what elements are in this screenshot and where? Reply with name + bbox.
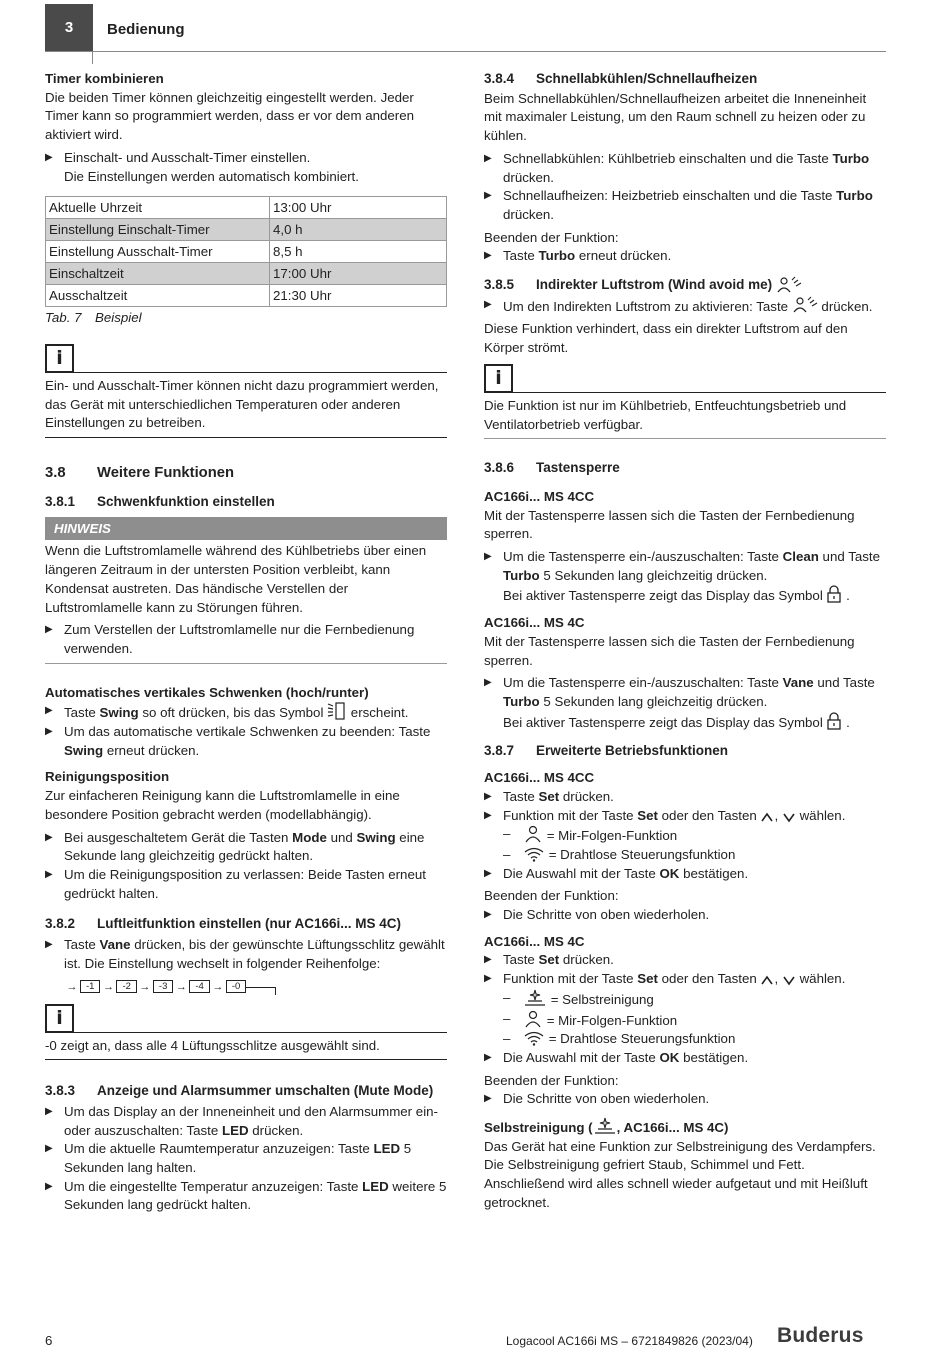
table-cell: Einstellung Ausschalt-Timer xyxy=(46,241,270,263)
turbo-intro: Beim Schnellabkühlen/Schnellaufheizen arbeitet die Inneneinheit mit maximaler Leistung, um den Raum schnell zu heizen oder zu kühlen. xyxy=(484,90,867,144)
arrow-right-icon: → xyxy=(66,980,78,993)
table-cell: 8,5 h xyxy=(270,241,447,263)
list-item: ▶ Funktion mit der Taste Set oder den Tasten , wählen. xyxy=(484,970,886,989)
text: Um die Tastensperre ein-/auszuschalten: Taste xyxy=(503,549,783,565)
section-heading xyxy=(484,276,886,295)
table-cell: 13:00 Uhr xyxy=(270,197,447,219)
model-heading: AC166i... MS 4C xyxy=(484,933,585,949)
key-label: Clean xyxy=(782,549,819,565)
timer-heading: Timer kombinieren xyxy=(45,71,164,86)
wind-avoid-icon xyxy=(776,276,802,294)
section-title: Erweiterte Betriebsfunktionen xyxy=(536,743,729,759)
text: Die Auswahl mit der Taste xyxy=(503,865,660,881)
model-heading: AC166i... MS 4CC xyxy=(484,770,595,786)
table-cell: 17:00 Uhr xyxy=(270,263,447,285)
triangle-right-icon: ▶ xyxy=(45,1143,53,1155)
triangle-right-icon: ▶ xyxy=(45,1105,53,1117)
text: Taste xyxy=(64,937,100,953)
triangle-right-icon: ▶ xyxy=(484,152,492,164)
triangle-right-icon: ▶ xyxy=(45,939,53,951)
section-number: 3.8.6 xyxy=(484,460,515,476)
lock-icon xyxy=(826,585,842,603)
self-clean-icon xyxy=(523,989,547,1007)
wifi-icon xyxy=(523,1030,545,1046)
section-heading xyxy=(484,742,886,761)
text: drücken. xyxy=(559,788,614,804)
text: 5 Sekunden lang gleichzeitig drücken. xyxy=(539,693,768,709)
list-item: ▶ Funktion mit der Taste Set oder den Tasten , wählen. xyxy=(484,807,886,826)
triangle-right-icon: ▶ xyxy=(45,705,53,717)
key-label: Swing xyxy=(99,705,139,721)
table-row xyxy=(46,241,447,263)
key-label: LED xyxy=(362,1178,389,1194)
arrow-right-icon: → xyxy=(212,980,224,993)
lock-intro: Mit der Tastensperre lassen sich die Tasten der Fernbedienung sperren. xyxy=(484,633,855,668)
text: Schnellabkühlen: Kühlbetrieb einschalten und die Taste xyxy=(503,150,833,166)
table-cell: 21:30 Uhr xyxy=(270,285,447,307)
list-item xyxy=(45,621,447,658)
list-item: – = Drahtlose Steuerungsfunktion xyxy=(503,846,736,862)
triangle-right-icon: ▶ xyxy=(484,1051,492,1063)
text: bestätigen. xyxy=(679,865,749,881)
model-heading: AC166i... MS 4C xyxy=(484,615,585,631)
list-item xyxy=(484,1049,886,1068)
table-caption xyxy=(45,309,447,328)
section-title: Anzeige und Alarmsummer umschalten (Mute Mode) xyxy=(97,1083,434,1099)
triangle-right-icon: ▶ xyxy=(45,726,53,738)
key-label: Swing xyxy=(356,829,396,845)
text: oder den Tasten xyxy=(657,807,761,823)
notice-text: Wenn die Luftstromlamelle während des Kühlbetriebs über einen längeren Zeitraum in der untersten Position verbleibt, kann Kondensat austreten. Das händische Verstellen der Luftstromlamelle kann zu Störungen führen. xyxy=(45,543,427,615)
cleaning-intro: Zur einfacheren Reinigung kann die Luftstromlamelle in eine besondere Position gebracht werden (modellabhängig). xyxy=(45,788,400,822)
text: Bei ausgeschaltetem Gerät die Tasten xyxy=(64,829,293,845)
text: = Selbstreinigung xyxy=(547,991,654,1007)
key-label: Swing xyxy=(64,742,104,758)
timer-step: Einschalt- und Ausschalt-Timer einstellen. xyxy=(64,149,311,165)
text: = Drahtlose Steuerungsfunktion xyxy=(545,1031,736,1047)
brand-logo: Buderus xyxy=(777,1324,864,1347)
subheading-self-clean xyxy=(484,1117,886,1138)
section-number: 3.8 xyxy=(45,465,66,482)
info-text: Die Funktion ist nur im Kühlbetrieb, Entfeuchtungsbetrieb und Ventilatorbetrieb verfügbar. xyxy=(484,393,886,439)
key-label: LED xyxy=(221,1122,249,1138)
triangle-right-icon: ▶ xyxy=(45,624,53,636)
text: eine Sekunde lang gleichzeitig gedrückt halten. xyxy=(64,829,425,864)
text: Um das automatische vertikale Schwenken zu beenden: Taste xyxy=(64,724,431,740)
list-item xyxy=(45,702,447,723)
key-label: Turbo xyxy=(538,248,576,264)
end-function-label: Beenden der Funktion: xyxy=(484,229,619,245)
right-column xyxy=(484,70,886,1213)
sequence-step: -2 xyxy=(116,980,136,993)
text: Bei aktiver Tastensperre zeigt das Display das Symbol xyxy=(503,714,827,730)
arrow-right-icon: → xyxy=(175,980,187,993)
section-title: Luftleitfunktion einstellen (nur AC166i... MS 4C) xyxy=(97,916,402,932)
text: 5 Sekunden lang gleichzeitig drücken. xyxy=(539,567,768,583)
list-item xyxy=(45,1178,447,1215)
key-label: Set xyxy=(538,952,560,968)
wind-avoid-text: Diese Funktion verhindert, dass ein direkter Luftstrom auf den Körper strömt. xyxy=(484,321,848,356)
section-title: Schwenkfunktion einstellen xyxy=(97,493,275,509)
section-number: 3.8.7 xyxy=(484,743,515,759)
section-heading xyxy=(45,464,447,483)
person-icon xyxy=(523,1010,543,1028)
sequence-step: -1 xyxy=(80,980,100,993)
table-row xyxy=(46,219,447,241)
text: = Mir-Folgen-Funktion xyxy=(543,828,678,844)
key-label: LED xyxy=(373,1141,401,1157)
text: und Taste xyxy=(818,549,880,565)
text: bestätigen. xyxy=(679,1049,749,1065)
list-item xyxy=(484,150,886,187)
wind-avoid-icon xyxy=(792,296,818,314)
end-function-label: Beenden der Funktion: xyxy=(484,1072,619,1088)
list-item xyxy=(484,788,886,807)
chapter-number-box: 3 xyxy=(45,4,93,52)
list-item xyxy=(484,296,886,317)
swing-icon xyxy=(327,702,347,720)
sequence-step: -0 xyxy=(226,980,246,993)
text: Um die aktuelle Raumtemperatur anzuzeigen: Taste xyxy=(64,1141,374,1157)
table-row xyxy=(46,285,447,307)
list-item xyxy=(45,149,447,186)
text: wählen. xyxy=(795,971,846,987)
triangle-right-icon: ▶ xyxy=(484,1093,492,1105)
triangle-right-icon: ▶ xyxy=(484,973,492,985)
text: Um das Display an der Inneneinheit und den Alarmsummer ein- oder auszuschalten: Taste xyxy=(64,1103,438,1138)
info-text: -0 zeigt an, dass alle 4 Lüftungsschlitze ausgewählt sind. xyxy=(45,1033,447,1061)
vane-sequence xyxy=(45,974,447,1000)
text: = Mir-Folgen-Funktion xyxy=(543,1012,678,1028)
list-item xyxy=(45,936,447,973)
section-number: 3.8.5 xyxy=(484,277,515,293)
text: Funktion mit der Taste xyxy=(503,971,638,987)
text: erneut drücken. xyxy=(103,742,200,758)
chapter-title: Bedienung xyxy=(107,21,185,38)
text: erscheint. xyxy=(347,705,409,721)
list-item xyxy=(45,829,447,866)
text: Die Schritte von oben wiederholen. xyxy=(503,907,710,923)
key-label: Turbo xyxy=(503,567,540,583)
triangle-right-icon: ▶ xyxy=(484,551,492,563)
text: drücken, bis der gewünschte Lüftungsschlitz gewählt ist. Die Einstellung wechselt in folgender Reihenfolge: xyxy=(64,937,445,971)
sequence-step: -3 xyxy=(153,980,173,993)
chevron-down-icon xyxy=(782,974,796,986)
table-cell: 4,0 h xyxy=(270,219,447,241)
section-title: Indirekter Luftstrom (Wind avoid me) xyxy=(536,277,773,293)
section-title: Schnellabkühlen/Schnellaufheizen xyxy=(536,71,758,86)
timer-step-result: Die Einstellungen werden automatisch kombiniert. xyxy=(64,168,359,184)
section-title: Tastensperre xyxy=(536,460,620,476)
table-cell: Aktuelle Uhrzeit xyxy=(46,197,270,219)
text: Schnellaufheizen: Heizbetrieb einschalten und die Taste xyxy=(503,188,837,204)
text: Um die Reinigungsposition zu verlassen: Beide Tasten erneut gedrückt halten. xyxy=(64,866,426,901)
triangle-right-icon: ▶ xyxy=(484,250,492,262)
wifi-icon xyxy=(523,846,545,862)
table-caption-number: Tab. 7 xyxy=(45,310,82,326)
text: , AC166i... MS 4C) xyxy=(616,1120,729,1136)
triangle-right-icon: ▶ xyxy=(484,867,492,879)
info-box xyxy=(45,1004,447,1061)
list-item xyxy=(484,951,886,970)
key-label: OK xyxy=(659,1049,680,1065)
text: Taste xyxy=(64,705,100,721)
triangle-right-icon: ▶ xyxy=(484,954,492,966)
end-function-label: Beenden der Funktion: xyxy=(484,888,619,904)
text: drücken. xyxy=(503,169,554,185)
text: 5 Sekunden lang halten. xyxy=(64,1141,412,1176)
text: weitere 5 Sekunden lang gedrückt halten. xyxy=(64,1178,447,1213)
header-tick xyxy=(92,52,93,64)
list-item xyxy=(45,1140,447,1177)
section-number: 3.8.2 xyxy=(45,916,76,932)
triangle-right-icon: ▶ xyxy=(484,809,492,821)
text: wählen. xyxy=(795,807,846,823)
table-row xyxy=(46,263,447,285)
triangle-right-icon: ▶ xyxy=(45,1180,53,1192)
text: Bei aktiver Tastensperre zeigt das Display das Symbol xyxy=(503,588,827,604)
text: Funktion mit der Taste xyxy=(503,807,638,823)
section-heading xyxy=(45,493,447,512)
list-item xyxy=(45,723,447,760)
text: Taste xyxy=(503,248,539,264)
text: und xyxy=(326,829,357,845)
timer-table xyxy=(45,196,447,307)
info-text: Ein- und Ausschalt-Timer können nicht dazu programmiert werden, das Gerät mit unterschiedlichen Temperaturen oder anderen Einstellungen zu betreiben. xyxy=(45,373,447,438)
text: Um die eingestellte Temperatur anzuzeigen: Taste xyxy=(64,1178,363,1194)
notice-step: Zum Verstellen der Luftstromlamelle nur die Fernbedienung verwenden. xyxy=(64,622,415,656)
text: Taste xyxy=(503,788,539,804)
key-label: Vane xyxy=(782,675,814,691)
key-label: Turbo xyxy=(832,150,870,166)
list-item: – = Drahtlose Steuerungsfunktion xyxy=(503,1031,736,1047)
list-item xyxy=(45,866,447,903)
section-number: 3.8.1 xyxy=(45,493,76,509)
info-i-icon: i xyxy=(45,344,74,373)
triangle-right-icon: ▶ xyxy=(484,677,492,689)
triangle-right-icon: ▶ xyxy=(484,298,492,310)
triangle-right-icon: ▶ xyxy=(45,831,53,843)
list-item: – = Mir-Folgen-Funktion xyxy=(503,826,678,844)
chevron-down-icon xyxy=(782,811,796,823)
section-heading xyxy=(45,915,447,934)
lock-icon xyxy=(826,712,842,730)
sequence-step: -4 xyxy=(189,980,209,993)
text: Selbstreinigung ( xyxy=(484,1120,593,1136)
section-number: 3.8.3 xyxy=(45,1083,76,1099)
triangle-right-icon: ▶ xyxy=(484,909,492,921)
table-cell: Ausschaltzeit xyxy=(46,285,270,307)
subheading-auto-swing: Automatisches vertikales Schwenken (hoch/runter) xyxy=(45,684,369,700)
lock-intro: Mit der Tastensperre lassen sich die Tasten der Fernbedienung sperren. xyxy=(484,507,855,542)
header-rule xyxy=(45,51,886,52)
text: oder den Tasten xyxy=(657,971,761,987)
model-heading: AC166i... MS 4CC xyxy=(484,488,595,504)
section-heading xyxy=(484,459,886,478)
table-caption-text: Beispiel xyxy=(95,310,142,326)
key-label: Set xyxy=(637,807,658,823)
key-label: Turbo xyxy=(503,693,540,709)
triangle-right-icon: ▶ xyxy=(484,790,492,802)
page-number: 6 xyxy=(45,1333,53,1348)
triangle-right-icon: ▶ xyxy=(45,868,53,880)
list-item xyxy=(484,187,886,224)
table-cell: Einschaltzeit xyxy=(46,263,270,285)
text: drücken. xyxy=(559,952,614,968)
list-item: ▶ Um die Tastensperre ein-/auszuschalten: Taste Clean und Taste Turbo 5 Sekunden lang gleichzeitig drücken. Bei aktiver Tastensperre zeigt das Display das Symbol . xyxy=(484,549,880,604)
arrow-right-icon: → xyxy=(102,980,114,993)
text: drücken. xyxy=(248,1122,304,1138)
text: drücken. xyxy=(503,206,554,222)
list-item xyxy=(484,906,886,925)
list-item xyxy=(484,247,886,266)
section-heading xyxy=(484,70,886,89)
subheading-cleaning: Reinigungsposition xyxy=(45,769,170,785)
notice-label: HINWEIS xyxy=(45,517,447,540)
section-heading xyxy=(45,1082,447,1101)
text: = Drahtlose Steuerungsfunktion xyxy=(545,846,736,862)
table-row xyxy=(46,197,447,219)
notice-box xyxy=(45,540,447,663)
info-i-icon: i xyxy=(484,364,513,393)
key-label: Set xyxy=(637,971,658,987)
key-label: Mode xyxy=(292,829,327,845)
key-label: Set xyxy=(538,788,560,804)
list-item xyxy=(484,1090,886,1109)
left-column xyxy=(45,70,447,1215)
person-icon xyxy=(523,825,543,843)
triangle-right-icon: ▶ xyxy=(45,151,53,163)
list-item: ▶ Um die Tastensperre ein-/auszuschalten: Taste Vane und Taste Turbo 5 Sekunden lang gleichzeitig drücken. Bei aktiver Tastensperre zeigt das Display das Symbol . xyxy=(484,675,875,730)
key-label: Vane xyxy=(99,937,131,953)
chevron-up-icon xyxy=(760,811,774,823)
text: und Taste xyxy=(813,675,875,691)
text: Die Auswahl mit der Taste xyxy=(503,1049,660,1065)
text: Um die Tastensperre ein-/auszuschalten: Taste xyxy=(503,675,783,691)
timer-intro: Die beiden Timer können gleichzeitig eingestellt werden. Jeder Timer kann so programmiert werden, dass er vor dem anderen aktiviert wird. xyxy=(45,89,415,143)
text: Taste xyxy=(503,952,539,968)
triangle-right-icon: ▶ xyxy=(484,190,492,202)
key-label: Turbo xyxy=(836,188,873,204)
text: drücken. xyxy=(817,298,873,314)
info-box xyxy=(484,364,886,439)
arrow-right-icon: → xyxy=(139,980,151,993)
table-cell: Einstellung Einschalt-Timer xyxy=(46,219,270,241)
info-i-icon: i xyxy=(45,1004,74,1033)
text: erneut drücken. xyxy=(575,248,672,264)
text: Die Schritte von oben wiederholen. xyxy=(503,1091,710,1107)
list-item: – = Selbstreinigung xyxy=(503,989,654,1007)
text: so oft drücken, bis das Symbol xyxy=(138,705,328,721)
list-item: – = Mir-Folgen-Funktion xyxy=(503,1010,678,1028)
self-clean-text: Das Gerät hat eine Funktion zur Selbstreinigung des Verdampfers. Die Selbstreinigung gefriert Staub, Schimmel und Fett. Anschließend wird alles schnell wieder aufgetaut und mit Heißluft getrocknet. xyxy=(484,1138,876,1210)
section-title: Weitere Funktionen xyxy=(97,465,235,482)
info-box xyxy=(45,344,447,438)
list-item xyxy=(484,865,886,884)
text: Um den Indirekten Luftstrom zu aktivieren: Taste xyxy=(503,298,792,314)
self-clean-icon xyxy=(593,1117,617,1135)
chevron-up-icon xyxy=(760,974,774,986)
key-label: OK xyxy=(659,865,680,881)
section-number: 3.8.4 xyxy=(484,71,515,86)
document-reference: Logacool AC166i MS – 6721849826 (2023/04) xyxy=(506,1334,753,1348)
list-item xyxy=(45,1103,447,1140)
